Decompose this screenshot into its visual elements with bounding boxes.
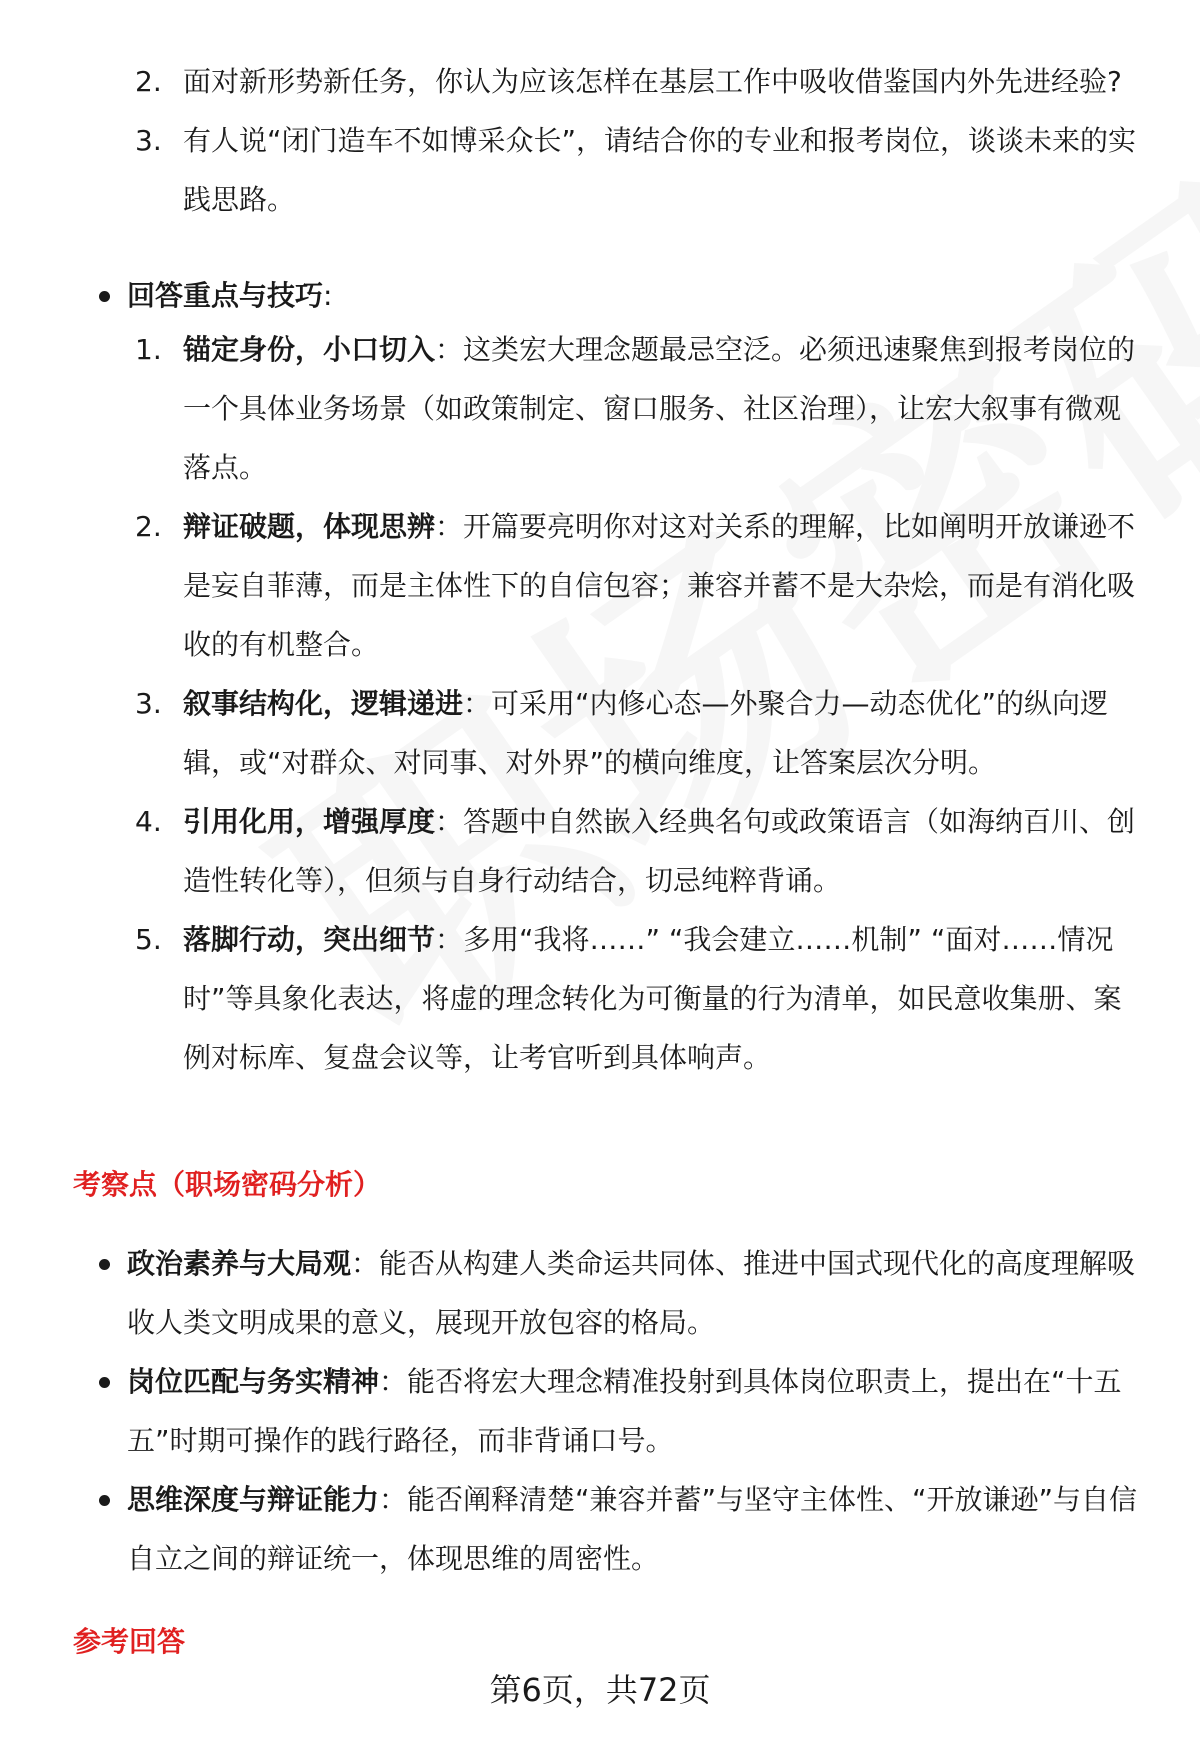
tip-title: 叙事结构化，逻辑递进 <box>183 687 464 720</box>
list-number: 2. <box>135 65 162 98</box>
list-item <box>135 111 1140 229</box>
tip-title: 落脚行动，突出细节 <box>183 923 436 956</box>
list-number: 5. <box>135 923 162 956</box>
exam-point-text: ：能否将宏大理念精准投射到具体岗位职责上，提出在“十五五”时期可操作的践行路径，而非背诵口号。 <box>127 1365 1122 1457</box>
bullet-item <box>97 266 1140 325</box>
list-number: 3. <box>135 124 162 157</box>
bullet-dot <box>97 266 127 325</box>
bullet-item <box>97 1352 1140 1470</box>
section-heading-reference-answer: 参考回答 <box>73 1625 186 1658</box>
bullet-item <box>97 1470 1140 1588</box>
tip-text: ：多用“我将……” “我会建立……机制” “面对……情况时”等具象化表达，将虚的理念转化为可衡量的行为清单，如民意收集册、案例对标库、复盘会议等，让考官听到具体响声。 <box>183 923 1122 1074</box>
tip-text: ：答题中自然嵌入经典名句或政策语言（如海纳百川、创造性转化等），但须与自身行动结合，切忌纯粹背诵。 <box>183 805 1136 897</box>
exam-point-title: 岗位匹配与务实精神 <box>127 1365 380 1398</box>
bullet-item <box>97 1234 1140 1352</box>
bullet-dot <box>97 1234 127 1352</box>
list-item <box>135 52 1140 111</box>
list-item <box>135 497 1140 674</box>
tips-heading-colon: : <box>323 279 333 312</box>
exam-point-title: 思维深度与辩证能力 <box>127 1483 380 1516</box>
tip-title: 锚定身份，小口切入 <box>183 333 436 366</box>
tips-bullet <box>97 266 1140 325</box>
list-item-text: 有人说“闭门造车不如博采众长”，请结合你的专业和报考岗位，谈谈未来的实践思路。 <box>183 124 1137 216</box>
list-item <box>135 674 1140 792</box>
exam-point-text: ：能否阐释清楚“兼容并蓄”与坚守主体性、“开放谦逊”与自信自立之间的辩证统一，体现思维的周密性。 <box>127 1483 1138 1575</box>
exam-point-text: ：能否从构建人类命运共同体、推进中国式现代化的高度理解吸收人类文明成果的意义，展现开放包容的格局。 <box>127 1247 1136 1339</box>
list-item <box>135 320 1140 497</box>
page-number-footer: 第6页，共72页 <box>489 1671 711 1709</box>
tip-text: ：开篇要亮明你对这对关系的理解，比如阐明开放谦逊不是妄自菲薄，而是主体性下的自信包容；兼容并蓄不是大杂烩，而是有消化吸收的有机整合。 <box>183 510 1136 661</box>
tip-text: ：这类宏大理念题最忌空泛。必须迅速聚焦到报考岗位的一个具体业务场景（如政策制定、窗口服务、社区治理），让宏大叙事有微观落点。 <box>183 333 1136 484</box>
question-list <box>135 52 1140 229</box>
list-number: 1. <box>135 333 162 366</box>
tip-title: 辩证破题，体现思辨 <box>183 510 436 543</box>
list-item <box>135 792 1140 910</box>
list-item <box>135 910 1140 1087</box>
exam-points-list <box>97 1234 1140 1588</box>
tips-list <box>135 320 1140 1087</box>
bullet-dot <box>97 1470 127 1588</box>
list-number: 2. <box>135 510 162 543</box>
list-item-text: 面对新形势新任务，你认为应该怎样在基层工作中吸收借鉴国内外先进经验? <box>183 65 1122 98</box>
list-number: 3. <box>135 687 162 720</box>
tip-title: 引用化用，增强厚度 <box>183 805 436 838</box>
bullet-dot <box>97 1352 127 1470</box>
list-number: 4. <box>135 805 162 838</box>
tips-heading: 回答重点与技巧 <box>127 279 324 312</box>
section-heading-exam-points: 考察点（职场密码分析） <box>73 1168 382 1201</box>
tip-text: ：可采用“内修心态—外聚合力—动态优化”的纵向逻辑，或“对群众、对同事、对外界”的横向维度，让答案层次分明。 <box>183 687 1109 779</box>
exam-point-title: 政治素养与大局观 <box>127 1247 352 1280</box>
